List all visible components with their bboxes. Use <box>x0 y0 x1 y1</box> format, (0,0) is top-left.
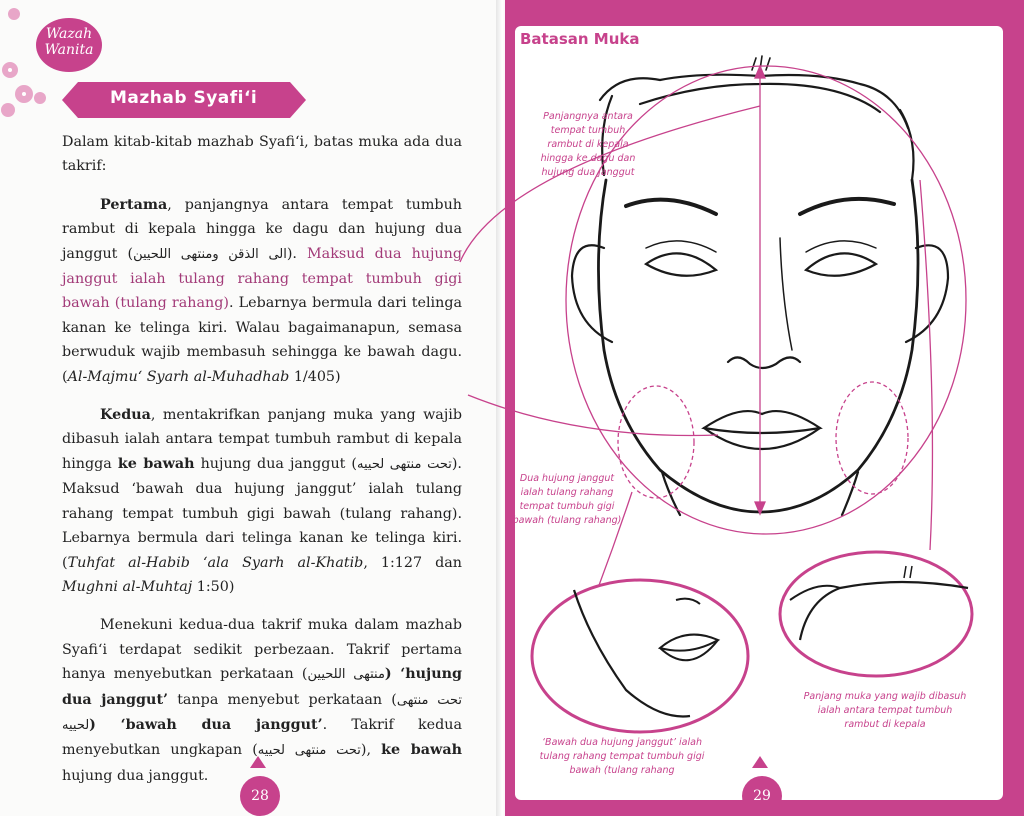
caption-face-length: Panjangnya antara tempat tumbuh rambut di kepala hingga ke dagu dan hujung dua janggut <box>540 111 636 178</box>
caption-jaw-ends: Dua hujung janggut ialah tulang rahang tempat tumbuh gigi bawah (tulang rahang) <box>512 473 622 526</box>
caption-below-jaw: ‘Bawah dua hujung janggut’ ialah tulang rahang tempat tumbuh gigi bawah (tulang rahang <box>539 737 705 776</box>
page-number-left: 28 <box>240 776 280 816</box>
highlighted-definition: Maksud dua hujung janggut ialah tulang rahang tempat tumbuh gigi bawah (tulang rahang) <box>62 245 462 312</box>
intro-paragraph: Dalam kitab-kitab mazhab Syafi‘i, batas muka ada dua takrif: <box>62 134 462 175</box>
caption-hairline: Panjang muka yang wajib dibasuh ialah antara tempat tumbuh rambut di kepala <box>803 691 967 730</box>
paragraph-second: Kedua, mentakrifkan panjang muka yang wajib dibasuh ialah antara tempat tumbuh rambut di kepala hingga ke bawah hujung dua janggut (تحت منتهى لحييه). Maksud ‘bawah dua hujung janggut’ ialah tulang rahang tempat tumbuh gigi bawah (tulang rahang). Lebarnya bermula dari telinga kanan ke telinga kiri. (Tuhfat al-Habib ‘ala Syarh al-Khatib, 1:127 dan Mughni al-Muhtaj 1:50) <box>62 407 462 595</box>
page-number-right: 29 <box>742 776 782 816</box>
section-title: Mazhab Syafi‘i <box>110 88 258 108</box>
paragraph-third: Menekuni kedua-dua takrif muka dalam mazhab Syafi‘i terdapat sedikit perbezaan. Takrif pertama hanya menyebutkan perkataan (منتهى اللحيين) ‘hujung dua janggut’ tanpa menyebut perkataan (تحت منتهى لحييه) ‘bawah dua janggut’. Takrif kedua menyebutkan ungkapan (تحت منتهى لحييه), ke bawah hujung dua janggut. <box>62 617 463 784</box>
diagram-title: Batasan Muka <box>520 30 640 48</box>
brand-logo: Wazah Wanita <box>36 18 102 72</box>
paragraph-first: Pertama, panjangnya antara tempat tumbuh rambut di kepala hingga ke dagu dan hujung dua janggut (الى الذقن ومنتهى اللحيين). Maksud dua hujung janggut ialah tulang rahang tempat tumbuh gigi bawah (tulang rahang). Lebarnya bermula dari telinga kanan ke telinga kiri. Walau bagaimanapun, semasa berwuduk wajib membasuh sehingga ke bawah dagu. (Al-Majmu‘ Syarh al-Muhadhab 1/405) <box>62 196 463 385</box>
